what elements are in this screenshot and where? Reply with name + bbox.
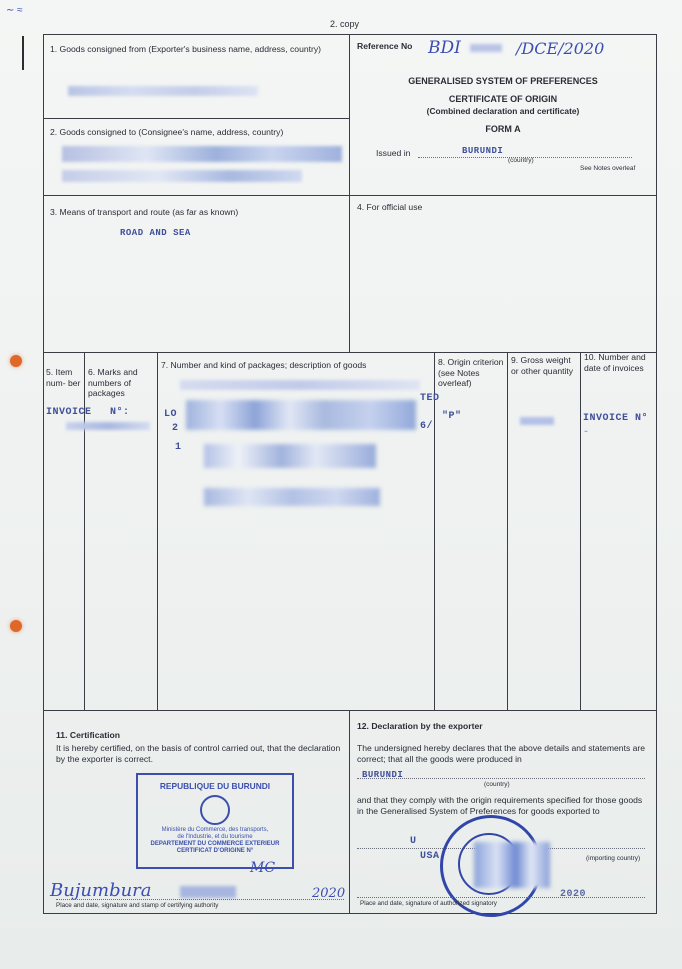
stamp-line-1: REPUBLIQUE DU BURUNDI: [159, 781, 271, 791]
produced-country-label: (country): [484, 781, 510, 788]
box11-label: 11. Certification: [56, 730, 120, 740]
col5-header: 5. Item num- ber: [46, 367, 81, 388]
divider-box2: [43, 195, 657, 196]
title-gsp: GENERALISED SYSTEM OF PREFERENCES: [408, 76, 598, 86]
issued-country-label: (country): [508, 157, 534, 164]
invoice-value: INVOICE N°: [583, 413, 649, 424]
criterion-value: "P": [442, 411, 462, 422]
exporter-redacted: [68, 86, 258, 96]
description-redacted-2: [186, 400, 416, 430]
box12-text-1: The undersigned hereby declares that the above details and statements are correct; that all the goods were produced in: [357, 743, 646, 764]
box12-text-2: and that they comply with the origin requirements specified for those goods in the Generalised System of Preferences for goods exported to: [357, 795, 643, 816]
official-stamp: [136, 773, 294, 869]
col-line-10: [580, 352, 581, 710]
col-line-8: [434, 352, 435, 710]
corner-scribble: ∼ ≈: [6, 5, 23, 16]
desc-lead: LO: [164, 409, 178, 420]
col-line-6: [84, 352, 85, 710]
exporter-stamp-redacted: [474, 842, 550, 888]
frame-top: [43, 34, 657, 35]
box12-footer: Place and date, signature of authorized signatory: [360, 900, 497, 907]
reference-redacted: [470, 44, 502, 52]
punch-hole-top: [10, 355, 22, 367]
frame-left: [43, 34, 44, 914]
invoice-tail: -: [583, 427, 590, 438]
export-value-2: USA: [420, 851, 440, 862]
box4-label: 4. For official use: [357, 202, 423, 212]
description-redacted-4: [204, 488, 380, 506]
stamp-handwritten: MC: [250, 860, 276, 876]
produced-dotted-line: [357, 778, 645, 779]
stamp-line-3: de l'Industrie, et du tourisme: [177, 834, 253, 840]
desc-suffix: TED: [420, 393, 440, 404]
margin-pen-mark: [22, 36, 24, 70]
copy-label: 2. copy: [330, 19, 360, 29]
stamp-line-5: CERTIFICAT D'ORIGINE N°: [176, 848, 254, 854]
stamp-line-4: DEPARTEMENT DU COMMERCE EXTERIEUR: [150, 841, 280, 847]
signature-redacted: [180, 886, 236, 898]
weight-redacted: [520, 417, 554, 425]
box12-label: 12. Declaration by the exporter: [357, 721, 483, 731]
box1-label: 1. Goods consigned from (Exporter's business name, address, country): [50, 44, 322, 54]
export-value-1: U: [410, 836, 417, 847]
reference-label: Reference No: [357, 41, 413, 51]
marks-value: N°:: [110, 407, 130, 418]
marks-redacted: [66, 422, 150, 430]
box2-label: 2. Goods consigned to (Consignee's name, address, country): [50, 127, 284, 137]
divider-box1: [43, 118, 349, 119]
box11-footer: Place and date, signature and stamp of certifying authority: [56, 902, 219, 909]
frame-right: [656, 34, 657, 914]
reference-value-tail: /DCE/2020: [516, 39, 605, 58]
col-line-7: [157, 352, 158, 710]
box11-text: It is hereby certified, on the basis of control carried out, that the declaration by the exporter is correct.: [56, 743, 341, 764]
box3-label: 3. Means of transport and route (as far as known): [50, 207, 239, 217]
col9-header: 9. Gross weight or other quantity: [511, 355, 574, 376]
box12-dotted-line: [357, 897, 645, 898]
punch-hole-bottom: [10, 620, 22, 632]
title-certificate: CERTIFICATE OF ORIGIN: [448, 94, 558, 104]
col6-header: 6. Marks and numbers of packages: [88, 367, 138, 398]
col7-header: 7. Number and kind of packages; description of goods: [161, 360, 367, 370]
issued-value: BURUNDI: [462, 146, 504, 156]
description-redacted-3: [204, 444, 376, 468]
reference-value: BDI: [428, 38, 461, 58]
divider-table: [43, 710, 657, 711]
col10-header: 10. Number and date of invoices: [584, 352, 646, 373]
box11-dotted-line: [56, 899, 344, 900]
consignee-redacted-1: [62, 146, 342, 162]
title-form: FORM A: [485, 124, 521, 134]
divider-box3: [43, 352, 657, 353]
exporter-year: 2020: [560, 889, 587, 900]
desc-num-2: 1: [175, 442, 182, 453]
issued-label: Issued in: [376, 148, 411, 158]
item-value: INVOICE: [46, 407, 92, 418]
stamp-emblem: [200, 795, 230, 825]
frame-bottom: [43, 913, 657, 914]
certifier-signature: Bujumbura: [50, 880, 152, 901]
transport-value: ROAD AND SEA: [120, 228, 191, 238]
consignee-redacted-2: [62, 170, 302, 182]
stamp-line-2: Ministère du Commerce, des transports,: [161, 827, 269, 833]
title-combined: (Combined declaration and certificate): [426, 106, 580, 116]
description-redacted-1: [180, 380, 420, 390]
col8-header: 8. Origin criterion (see Notes overleaf): [438, 357, 504, 388]
col-line-9: [507, 352, 508, 710]
importing-country-label: (importing country): [586, 855, 641, 862]
issued-notes: See Notes overleaf: [580, 165, 636, 172]
certifier-date: 2020: [312, 886, 346, 901]
desc-num-1: 2: [172, 423, 179, 434]
produced-country: BURUNDI: [362, 770, 404, 780]
frame-mid-bottom: [349, 710, 350, 913]
desc-suffix-2: 6/: [420, 421, 434, 432]
